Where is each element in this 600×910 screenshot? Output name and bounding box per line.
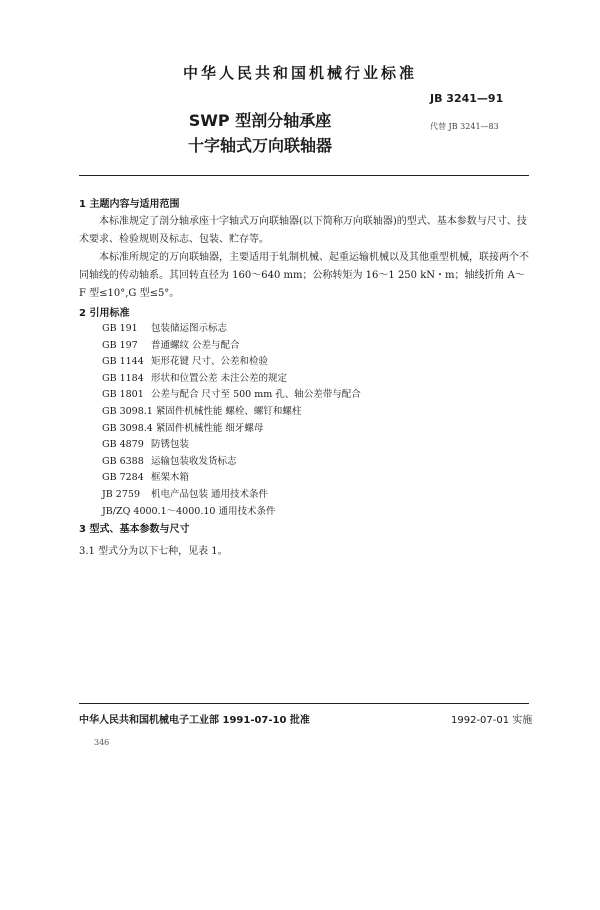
reference-item [102,321,361,338]
reference-code: GB 3098.1 [102,405,153,417]
section2-heading: 2 引用标准 [79,308,130,319]
reference-item [102,487,361,504]
reference-list [102,321,361,520]
reference-title: 普通螺纹 公差与配合 [151,339,240,351]
section1-paragraph2: 本标准所规定的万向联轴器，主要适用于轧制机械、起重运输机械以及其他重型机械，联接两个不同轴线的传动轴系。其回转直径为 160～640 mm；公称转矩为 16～1 250 kN・m；轴线折角 A～F 型≤10°,G 型≤5°。 [79,252,529,299]
approval-line: 中华人民共和国机械电子工业部 1991-07-10 批准 [79,715,310,726]
reference-title: 通用技术条件 [218,505,276,517]
reference-title: 矩形花键 尺寸、公差和检验 [151,356,269,368]
header-divider [79,175,529,176]
reference-code: GB 7284 [102,472,144,484]
reference-item [102,470,361,487]
reference-title: 包装储运图示标志 [151,323,228,334]
reference-item [102,437,361,454]
reference-item [102,338,361,355]
reference-item [102,404,361,421]
reference-code: GB 3098.4 [102,422,153,434]
reference-title: 机电产品包装 通用技术条件 [151,488,269,500]
section1-heading: 1 主题内容与适用范围 [79,199,180,210]
reference-item [102,371,361,388]
reference-code: GB 197 [102,339,138,351]
reference-title: 紧固件机械性能 细牙螺母 [155,422,264,434]
reference-code: GB 6388 [102,455,144,467]
replaces-note: 代替 JB 3241—83 [430,122,499,131]
reference-code: GB 1801 [102,389,144,401]
reference-item [102,387,361,404]
reference-title: 公差与配合 尺寸至 500 mm 孔、轴公差带与配合 [151,389,361,401]
effective-date: 1992-07-01 实施 [451,715,533,726]
page-number: 346 [94,738,110,747]
reference-item [102,354,361,371]
reference-code: GB 191 [102,323,138,334]
reference-code: GB 1144 [102,356,144,368]
reference-code: GB 1184 [102,372,144,384]
section1-paragraph1: 本标准规定了剖分轴承座十字轴式万向联轴器(以下简称万向联轴器)的型式、基本参数与尺寸、技术要求、检验规则及标志、包装、贮存等。 [79,216,527,245]
section3-heading: 3 型式、基本参数与尺寸 [79,524,190,535]
clause-3-1: 3.1 型式分为以下七种，见表 1。 [79,546,228,557]
reference-title: 防锈包装 [151,439,190,451]
footer-divider [79,703,529,704]
reference-code: GB 4879 [102,439,144,451]
document-title-line1: SWP 型剖分轴承座 [188,111,332,130]
reference-code: JB 2759 [102,488,140,500]
reference-title: 框架木箱 [151,472,190,484]
reference-item [102,504,361,521]
reference-title: 形状和位置公差 未注公差的规定 [151,372,288,384]
standard-code: JB 3241—91 [430,92,504,105]
reference-title: 紧固件机械性能 螺栓、螺钉和螺柱 [155,405,302,417]
reference-title: 运输包装收发货标志 [151,455,237,467]
standard-title: 中华人民共和国机械行业标准 [182,64,417,82]
reference-code: JB/ZQ 4000.1～4000.10 [102,505,216,517]
reference-item [102,421,361,438]
document-title-line2: 十字轴式万向联轴器 [187,136,332,155]
reference-item [102,454,361,471]
